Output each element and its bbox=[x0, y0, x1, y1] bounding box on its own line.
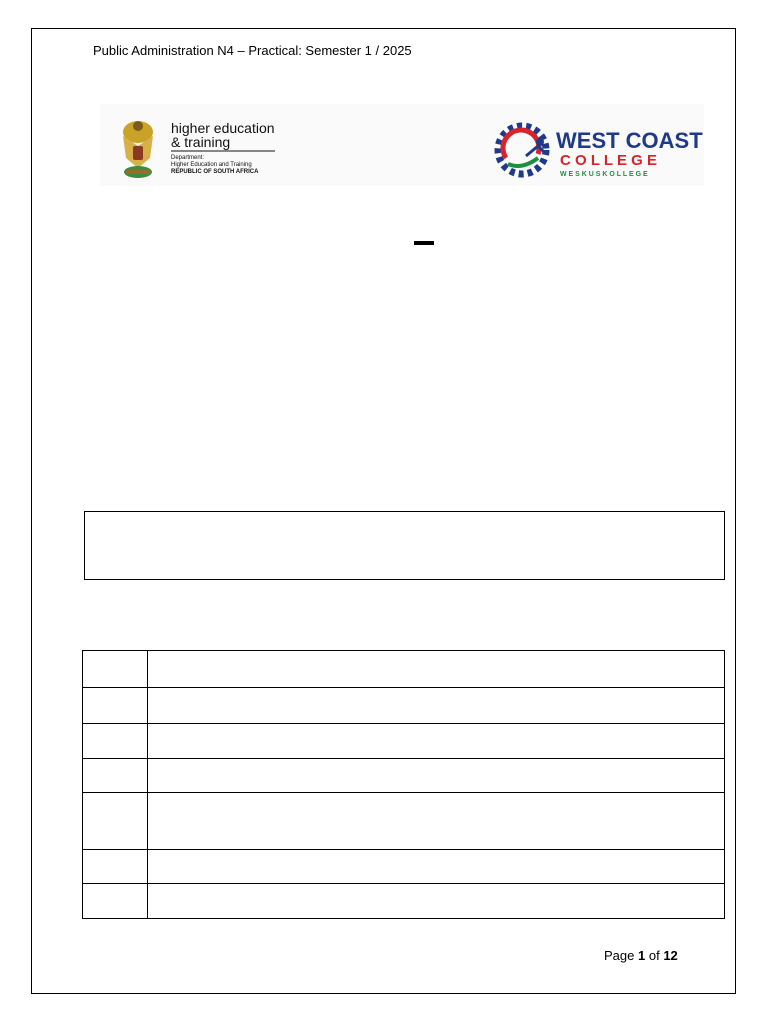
college-name-line2: C O L L E G E bbox=[560, 152, 657, 169]
table-cell-value bbox=[148, 884, 725, 919]
table-cell-value bbox=[148, 759, 725, 793]
table-cell-label bbox=[83, 724, 148, 759]
table-cell-label bbox=[83, 884, 148, 919]
table-row bbox=[83, 793, 725, 850]
dhet-line1: higher education bbox=[171, 120, 275, 136]
table-cell-label bbox=[83, 651, 148, 688]
table-cell-label bbox=[83, 688, 148, 724]
college-name-line1: WEST COAST bbox=[556, 128, 703, 153]
page-label: Page bbox=[604, 948, 635, 963]
table-cell-label bbox=[83, 793, 148, 850]
table-cell-label bbox=[83, 759, 148, 793]
sunburst-icon bbox=[498, 126, 546, 174]
dhet-line2: & training bbox=[171, 134, 231, 150]
table-row bbox=[83, 688, 725, 724]
table-row bbox=[83, 724, 725, 759]
table-cell-label bbox=[83, 850, 148, 884]
west-coast-college-logo bbox=[490, 118, 705, 180]
details-table bbox=[82, 650, 725, 919]
table-cell-value bbox=[148, 724, 725, 759]
coat-of-arms-icon bbox=[123, 121, 153, 178]
table-row bbox=[83, 884, 725, 919]
table-cell-value bbox=[148, 850, 725, 884]
dhet-dept-label: Department: bbox=[171, 155, 205, 161]
page-footer bbox=[604, 948, 678, 963]
page-number: 1 bbox=[638, 948, 646, 963]
table-cell-value bbox=[148, 651, 725, 688]
table-row bbox=[83, 651, 725, 688]
title-dash bbox=[414, 241, 434, 245]
total-pages: 12 bbox=[663, 948, 678, 963]
of-label: of bbox=[648, 948, 660, 963]
dhet-logo bbox=[113, 116, 283, 182]
dhet-dept-name: Higher Education and Training bbox=[171, 162, 252, 168]
table-row bbox=[83, 759, 725, 793]
dhet-country: REPUBLIC OF SOUTH AFRICA bbox=[171, 169, 259, 175]
document-header: Public Administration N4 – Practical: Semester 1 / 2025 bbox=[93, 43, 412, 58]
table-cell-value bbox=[148, 688, 725, 724]
info-box bbox=[84, 511, 725, 580]
college-name-line3: W E S K U S K O L L E G E bbox=[560, 171, 648, 178]
table-cell-value bbox=[148, 793, 725, 850]
table-row bbox=[83, 850, 725, 884]
